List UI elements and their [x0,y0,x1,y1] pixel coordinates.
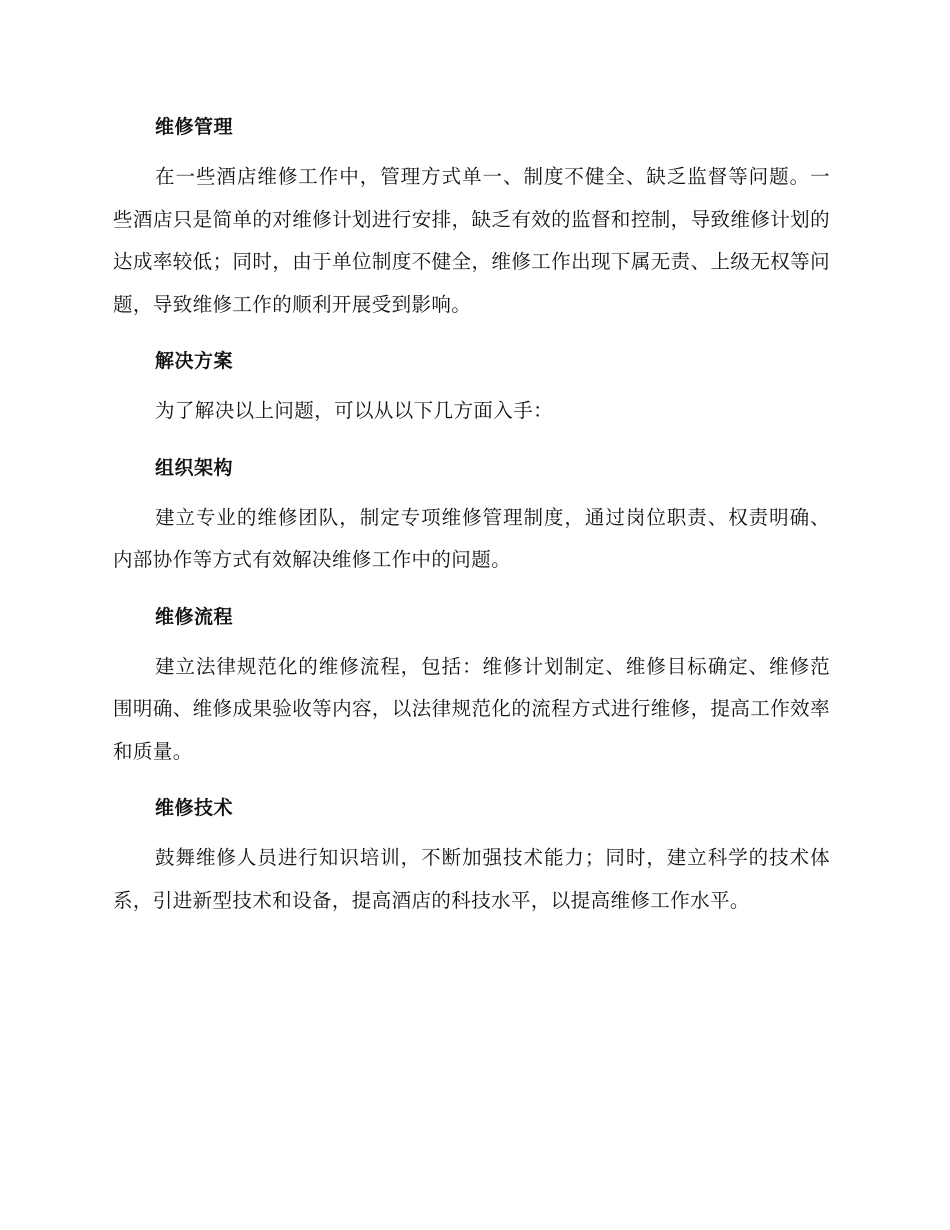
section-heading-technology: 维修技术 [155,797,234,819]
section-paragraph-process: 建立法律规范化的维修流程，包括：维修计划制定、维修目标确定、维修范围明确、维修成果验收等内容，以法律规范化的流程方式进行维修，提高工作效率和质量。 [113,654,830,763]
section-paragraph-maintenance-management: 在一些酒店维修工作中，管理方式单一、制度不健全、缺乏监督等问题。一些酒店只是简单的对维修计划进行安排，缺乏有效的监督和控制，导致维修计划的达成率较低；同时，由于单位制度不健全，维修工作出现下属无责、上级无权等问题，导致维修工作的顺利开展受到影响。 [113,165,830,316]
section-heading-organization: 组织架构 [155,456,234,479]
section-paragraph-technology: 鼓舞维修人员进行知识培训，不断加强技术能力；同时，建立科学的技术体系，引进新型技术和设备，提高酒店的科技水平，以提高维修工作水平。 [113,846,830,912]
section-heading-solution: 解决方案 [155,350,234,372]
section-heading-maintenance-management: 维修管理 [155,116,234,138]
section-paragraph-solution: 为了解决以上问题，可以从以下几方面入手： [155,399,554,422]
document-body [113,108,830,922]
section-paragraph-organization: 建立专业的维修团队，制定专项维修管理制度，通过岗位职责、权责明确、内部协作等方式有效解决维修工作中的问题。 [113,505,830,571]
section-heading-process: 维修流程 [155,605,234,628]
